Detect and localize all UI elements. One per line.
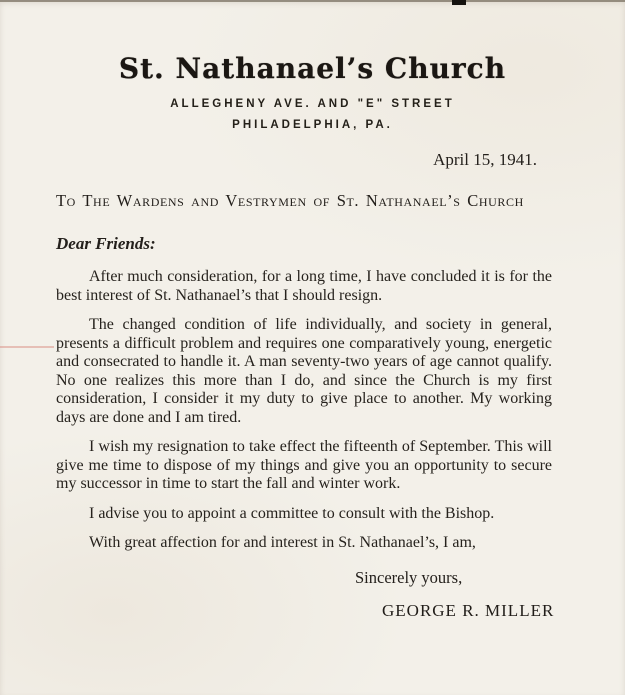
church-name: St. Nathanael’s Church: [118, 52, 507, 85]
signature-name: GEORGE R. MILLER: [382, 600, 555, 620]
paragraph-affection: With great affection for and interest in St. Nathanael’s, I am,: [89, 534, 476, 551]
date-row: [0, 150, 625, 170]
letter-date: April 15, 1941.: [433, 150, 537, 169]
paragraph-advice: I advise you to appoint a committee to consult with the Bishop.: [89, 504, 495, 522]
paragraph-resignation: After much consideration, for a long time, I have concluded it is for the best interest of St. Nathanael’s that I should resign.: [56, 268, 552, 304]
closing-phrase: Sincerely yours,: [355, 567, 463, 587]
addressee-line: To The Wardens and Vestrymen of St. Nathanael’s Church: [56, 191, 524, 210]
scan-speck-artifact: [452, 0, 466, 5]
scan-edge-artifact: [0, 0, 625, 2]
scan-pink-artifact: [0, 346, 54, 348]
letter-body: [56, 268, 552, 553]
paragraph-effective-date: I wish my resignation to take effect the fifteenth of September. This will give me time to dispose of my things and give you an opportunity to secure my successor in time to start the fall and winter work.: [56, 438, 552, 492]
salutation: Dear Friends:: [56, 234, 156, 253]
letterhead-address-line1: ALLEGHENY AVE. AND "E" STREET: [170, 98, 455, 110]
letterhead-address-line2: PHILADELPHIA, PA.: [232, 119, 393, 131]
letterhead: [0, 0, 625, 131]
paragraph-reasons: The changed condition of life individually, and society in general, presents a difficult problem and requires one comparatively young, energetic and consecrated to handle it. A man seventy-two years of age cannot qualify. No one realizes this more than I do, and since the Church is my first consideration, I consider it my duty to give place to another. My working days are done and I am tired.: [56, 316, 552, 426]
